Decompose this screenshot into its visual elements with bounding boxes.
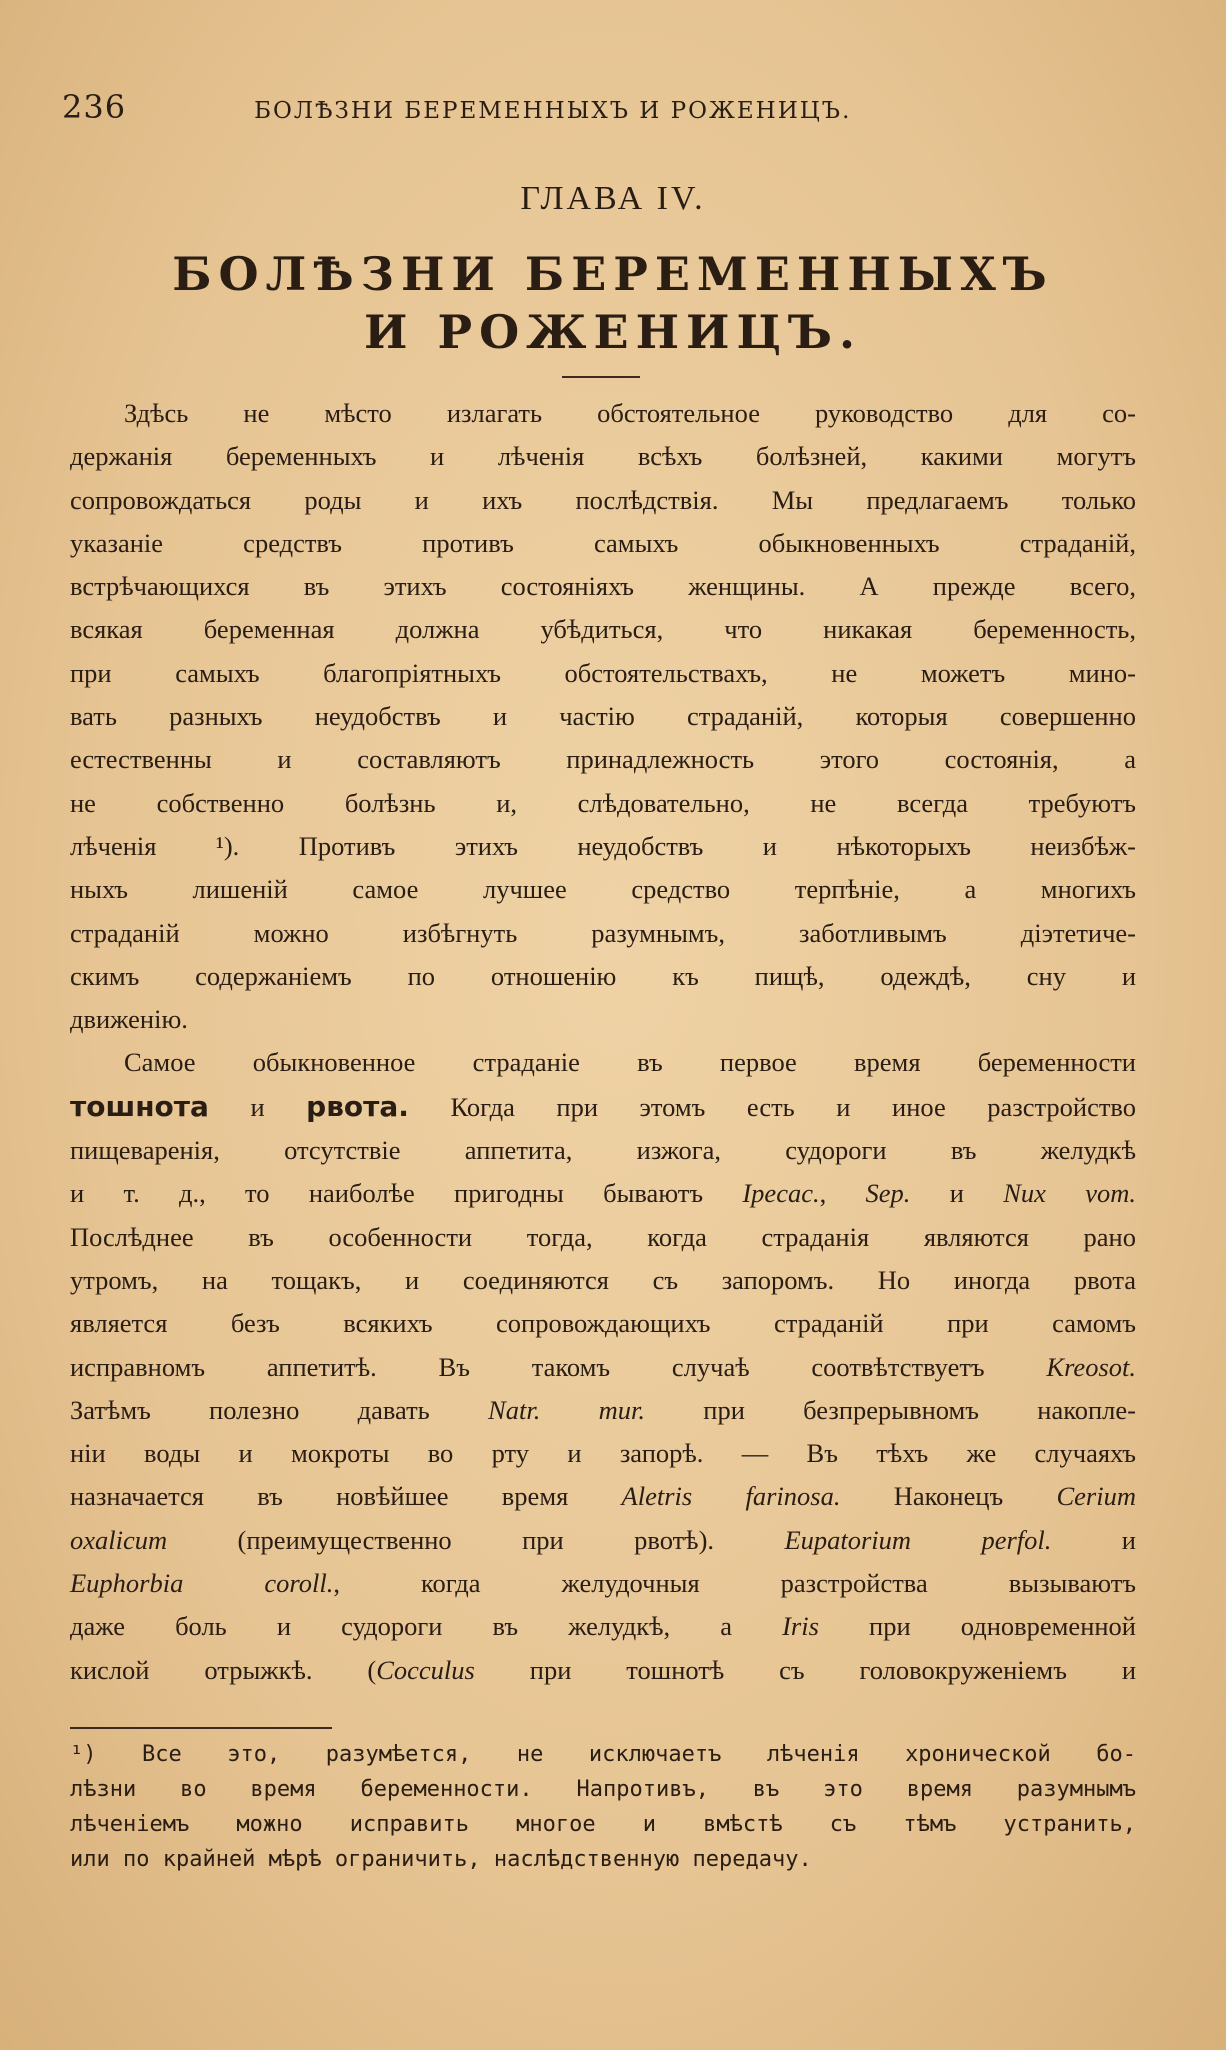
text-fragment: при тошнотѣ съ головокруженіемъ и [474,1654,1137,1685]
text-fragment: Наконецъ [840,1481,1057,1512]
remedy-name: Aletris farinosa. [621,1481,841,1512]
footnote-line [70,1737,1136,1772]
chapter-title [0,245,1226,361]
text-line [70,1475,1136,1518]
text-line [70,1389,1136,1432]
bold-term: рвота. [306,1089,409,1123]
text-line [70,1085,1136,1129]
text-line: естественны и составляютъ принадлежность этого состоянія, а [70,744,1136,775]
text-fragment: , когда желудочныя разстройства вызываютъ [333,1568,1136,1599]
text-fragment: и т. д., то наиболѣе пригодны бываютъ [70,1178,743,1209]
remedy-name: Sep. [865,1178,911,1209]
text-line: Самое обыкновенное страданіе въ первое время беременности [124,1047,1136,1078]
running-title: БОЛѢЗНИ БЕРЕМЕННЫХЪ И РОЖЕНИЦЪ. [254,98,852,124]
text-fragment: Когда при этомъ есть и иное разстройство [408,1091,1136,1122]
text-line: движенію. [70,1004,188,1035]
chapter-title-line-1: БОЛѢЗНИ БЕРЕМЕННЫХЪ [172,247,1054,301]
footnote-mark: ¹) [70,1742,97,1767]
footnote-line: лѣзни во время беременности. Напротивъ, въ это время разумнымъ [70,1777,1136,1802]
text-line [70,1172,1136,1215]
text-line: ныхъ лишеній самое лучшее средство терпѣніе, а многихъ [70,874,1136,905]
text-fragment: назначается въ новѣйшее время [70,1481,622,1512]
chapter-title-line-2: И РОЖЕНИЦЪ. [364,305,862,359]
text-line [70,1605,1136,1648]
remedy-name: Cocculus [376,1654,475,1685]
remedy-name: Kreosot. [1046,1351,1136,1382]
text-fragment: Затѣмъ полезно давать [70,1394,489,1425]
text-line: страданій можно избѣгнуть разумнымъ, заботливымъ діэтетиче- [70,917,1136,948]
text-line: утромъ, на тощакъ, и соединяются съ запоромъ. Но иногда рвота [70,1264,1136,1295]
text-fragment: и [1051,1524,1136,1555]
footnote-divider [70,1727,332,1729]
chapter-label: ГЛАВА IV. [520,180,706,217]
text-fragment: кислой отрыжкѣ. ( [70,1654,377,1685]
text-fragment: Все это, разумѣется, не исключаетъ лѣченія хронической бо- [96,1742,1136,1767]
page-number: 236 [62,88,127,126]
text-line [70,1346,1136,1389]
text-line: всякая беременная должна убѣдиться, что никакая беременность, [70,614,1136,645]
text-line: лѣченія ¹). Противъ этихъ неудобствъ и нѣкоторыхъ неизбѣж- [70,830,1136,861]
text-fragment: и [910,1178,1004,1209]
remedy-name: Cerium [1056,1481,1136,1512]
text-fragment: при одновременной [818,1611,1136,1642]
text-line: не собственно болѣзнь и, слѣдовательно, не всегда требуютъ [70,787,1136,818]
bold-term: тошнота [70,1089,209,1123]
remedy-name: Euphorbia coroll. [70,1568,334,1599]
running-head [62,88,1136,126]
text-fragment: исправномъ аппетитѣ. Въ такомъ случаѣ соотвѣтствуетъ [70,1351,1047,1382]
footnote-line: или по крайней мѣрѣ ограничить, наслѣдственную передачу. [70,1847,812,1872]
body-text [70,392,1136,1692]
text-line: является безъ всякихъ сопровождающихъ страданій при самомъ [70,1308,1136,1339]
text-line: ніи воды и мокроты во рту и запорѣ. — Въ тѣхъ же случаяхъ [70,1438,1136,1469]
footnote [70,1737,1136,1877]
text-fragment: при безпрерывномъ накопле- [645,1394,1136,1425]
text-line: скимъ содержаніемъ по отношенію къ пищѣ, одеждѣ, сну и [70,960,1136,991]
text-fragment: (преимущественно при рвотѣ). [167,1524,785,1555]
text-line: Здѣсь не мѣсто излагать обстоятельное руководство для со- [124,398,1136,428]
text-line: пищеваренія, отсутствіе аппетита, изжога, судороги въ желудкѣ [70,1135,1136,1166]
text-line: указаніе средствъ противъ самыхъ обыкновенныхъ страданій, [70,527,1136,558]
text-line: встрѣчающихся въ этихъ состояніяхъ женщины. А прежде всего, [70,571,1136,602]
text-fragment: и [208,1091,307,1122]
paragraph-2 [70,1041,1136,1691]
remedy-name: oxalicum [70,1524,168,1555]
remedy-name: Eupatorium perfol. [784,1524,1052,1555]
text-line: при самыхъ благопріятныхъ обстоятельствахъ, не можетъ мино- [70,657,1136,688]
text-fragment: даже боль и судороги въ желудкѣ, а [70,1611,783,1642]
text-line: держанія беременныхъ и лѣченія всѣхъ болѣзней, какими могутъ [70,441,1136,472]
paragraph-1 [70,392,1136,1041]
footnote-line: лѣченіемъ можно исправить многое и вмѣстѣ съ тѣмъ устранить, [70,1812,1136,1837]
remedy-name: Iris [782,1611,819,1642]
text-line [70,1519,1136,1562]
text-line: сопровождаться роды и ихъ послѣдствія. Мы предлагаемъ только [70,484,1136,515]
remedy-name: Nux vom. [1003,1178,1137,1209]
text-line [70,1562,1136,1605]
text-fragment: , [819,1178,866,1209]
text-line [70,1649,1136,1692]
remedy-name: Natr. mur. [488,1394,645,1425]
text-line: Послѣднее въ особенности тогда, когда страданія являются рано [70,1221,1136,1252]
text-line: вать разныхъ неудобствъ и частію страданій, которыя совершенно [70,701,1136,732]
title-divider [562,376,640,378]
remedy-name: Ipecac. [742,1178,820,1209]
